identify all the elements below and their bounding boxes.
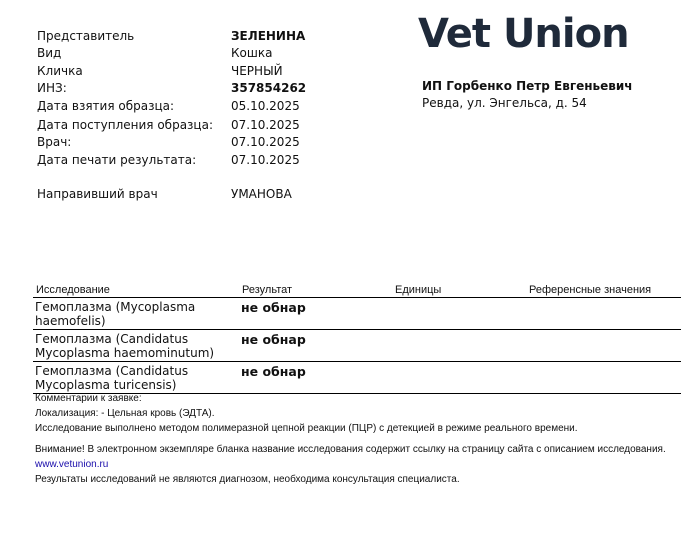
results-table: [33, 281, 681, 394]
table-row: [33, 298, 681, 330]
header-units: Единицы: [392, 281, 526, 298]
test-units: [392, 330, 526, 362]
patient-field-value: 05.10.2025: [231, 99, 300, 113]
patient-field-label: Представитель: [37, 29, 135, 43]
patient-field-label: Дата взятия образца:: [37, 99, 175, 113]
patient-field-label: Вид: [37, 46, 62, 60]
test-name-line2: Mycoplasma haemominutum): [35, 346, 215, 360]
patient-field-value: 07.10.2025: [231, 118, 300, 132]
disclaimer-text: Результаты исследований не являются диагнозом, необходима консультация специалиста.: [35, 474, 460, 485]
header-result: Результат: [239, 281, 392, 298]
test-name-line2: haemofelis): [35, 314, 106, 328]
patient-field-value: 07.10.2025: [231, 135, 300, 149]
lab-name: ИП Горбенко Петр Евгеньевич: [422, 79, 633, 93]
patient-field-label: Дата поступления образца:: [37, 118, 213, 132]
vet-union-logo: Vet Union: [418, 11, 629, 57]
table-row: [33, 330, 681, 362]
patient-field-label: Дата печати результата:: [37, 153, 197, 167]
referring-doctor-value: УМАНОВА: [231, 187, 292, 201]
test-units: [392, 298, 526, 330]
comments-label: Комментарии к заявке:: [35, 393, 142, 404]
test-reference: [526, 330, 681, 362]
referring-doctor-label: Направивший врач: [37, 187, 158, 201]
test-name-line1: Гемоплазма (Mycoplasma: [35, 300, 196, 314]
test-name-line1: Гемоплазма (Candidatus: [35, 332, 189, 346]
test-reference: [526, 362, 681, 394]
test-result: не обнар: [239, 330, 392, 362]
patient-field-value: Кошка: [231, 46, 273, 60]
test-name[interactable]: [33, 362, 239, 394]
patient-field-value: 357854262: [231, 81, 307, 95]
table-row: [33, 362, 681, 394]
patient-field-label: ИНЗ:: [37, 81, 67, 95]
test-units: [392, 362, 526, 394]
test-result: не обнар: [239, 298, 392, 330]
table-header-row: [33, 281, 681, 298]
localization-text: Локализация: - Цельная кровь (ЭДТА).: [35, 408, 215, 419]
patient-field-value: ЗЕЛЕНИНА: [231, 29, 306, 43]
method-text: Исследование выполнено методом полимеразной цепной реакции (ПЦР) с детекцией в режиме реального времени.: [35, 423, 578, 434]
test-name[interactable]: [33, 330, 239, 362]
lab-address: Ревда, ул. Энгельса, д. 54: [422, 96, 587, 110]
header-reference: Референсные значения: [526, 281, 681, 298]
test-reference: [526, 298, 681, 330]
patient-field-label: Врач:: [37, 135, 72, 149]
notice-text: Внимание! В электронном экземпляре бланка название исследования содержит ссылку на страницу сайта с описанием исследования.: [35, 444, 666, 455]
patient-field-value: 07.10.2025: [231, 153, 300, 167]
test-result: не обнар: [239, 362, 392, 394]
test-name[interactable]: [33, 298, 239, 330]
test-name-line2: Mycoplasma turicensis): [35, 378, 177, 392]
patient-field-label: Кличка: [37, 64, 83, 78]
header-test: Исследование: [33, 281, 239, 298]
test-name-line1: Гемоплазма (Candidatus: [35, 364, 189, 378]
website-link[interactable]: www.vetunion.ru: [35, 459, 109, 470]
patient-field-value: ЧЕРНЫЙ: [231, 64, 283, 78]
